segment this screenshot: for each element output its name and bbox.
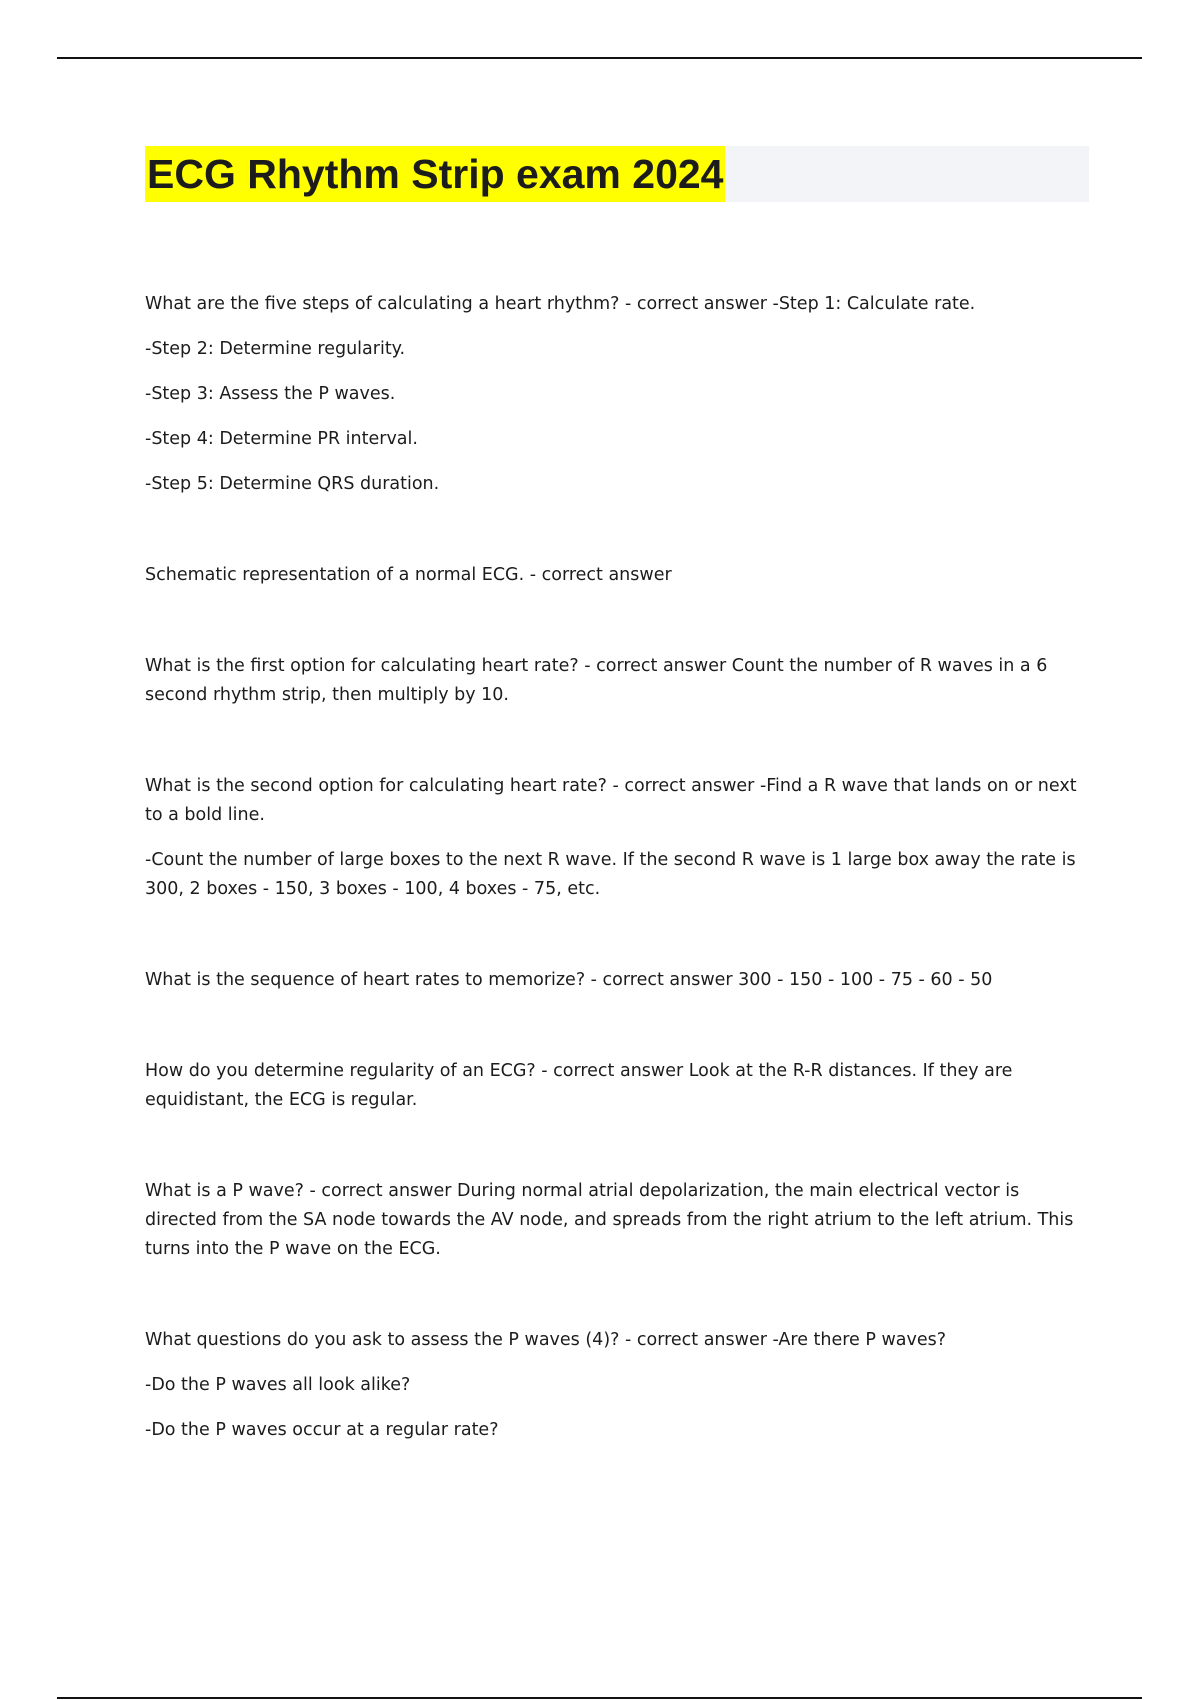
qa-item <box>145 1177 1085 1264</box>
top-divider <box>57 57 1142 59</box>
qa-item <box>145 290 1085 499</box>
question-text: How do you determine regularity of an ECG? - correct answer Look at the R-R distances. If they are equidistant, the ECG is regular. <box>145 1061 1013 1110</box>
question-text: What questions do you ask to assess the P waves (4)? - correct answer -Are there P waves? <box>145 1330 947 1350</box>
qa-item <box>145 1326 1085 1445</box>
question-text: What are the five steps of calculating a heart rhythm? - correct answer -Step 1: Calculate rate. <box>145 294 976 314</box>
question-text: What is a P wave? - correct answer During normal atrial depolarization, the main electrical vector is directed from the SA node towards the AV node, and spreads from the right atrium to the left atrium. This turns into the P wave on the ECG. <box>145 1181 1074 1259</box>
bottom-divider <box>57 1697 1142 1699</box>
question-text: What is the second option for calculating heart rate? - correct answer -Find a R wave that lands on or next to a bold line. <box>145 776 1077 825</box>
question-text: What is the first option for calculating heart rate? - correct answer Count the number of R waves in a 6 second rhythm strip, then multiply by 10. <box>145 656 1048 705</box>
qa-item <box>145 966 1085 995</box>
qa-item <box>145 652 1085 710</box>
document-body <box>145 290 1085 1507</box>
answer-line: -Step 3: Assess the P waves. <box>145 384 396 404</box>
answer-line: -Step 5: Determine QRS duration. <box>145 474 440 494</box>
answer-line: -Step 4: Determine PR interval. <box>145 429 418 449</box>
answer-line: -Step 2: Determine regularity. <box>145 339 406 359</box>
page-title: ECG Rhythm Strip exam 2024 <box>145 146 725 202</box>
question-text: What is the sequence of heart rates to memorize? - correct answer 300 - 150 - 100 - 75 - 60 - 50 <box>145 970 993 990</box>
qa-item <box>145 772 1085 904</box>
answer-line: -Do the P waves occur at a regular rate? <box>145 1420 499 1440</box>
qa-item <box>145 1057 1085 1115</box>
answer-line: -Do the P waves all look alike? <box>145 1375 411 1395</box>
answer-line: -Count the number of large boxes to the next R wave. If the second R wave is 1 large box away the rate is 300, 2 boxes - 150, 3 boxes - 100, 4 boxes - 75, etc. <box>145 850 1076 899</box>
question-text: Schematic representation of a normal ECG. - correct answer <box>145 565 672 585</box>
qa-item <box>145 561 1085 590</box>
